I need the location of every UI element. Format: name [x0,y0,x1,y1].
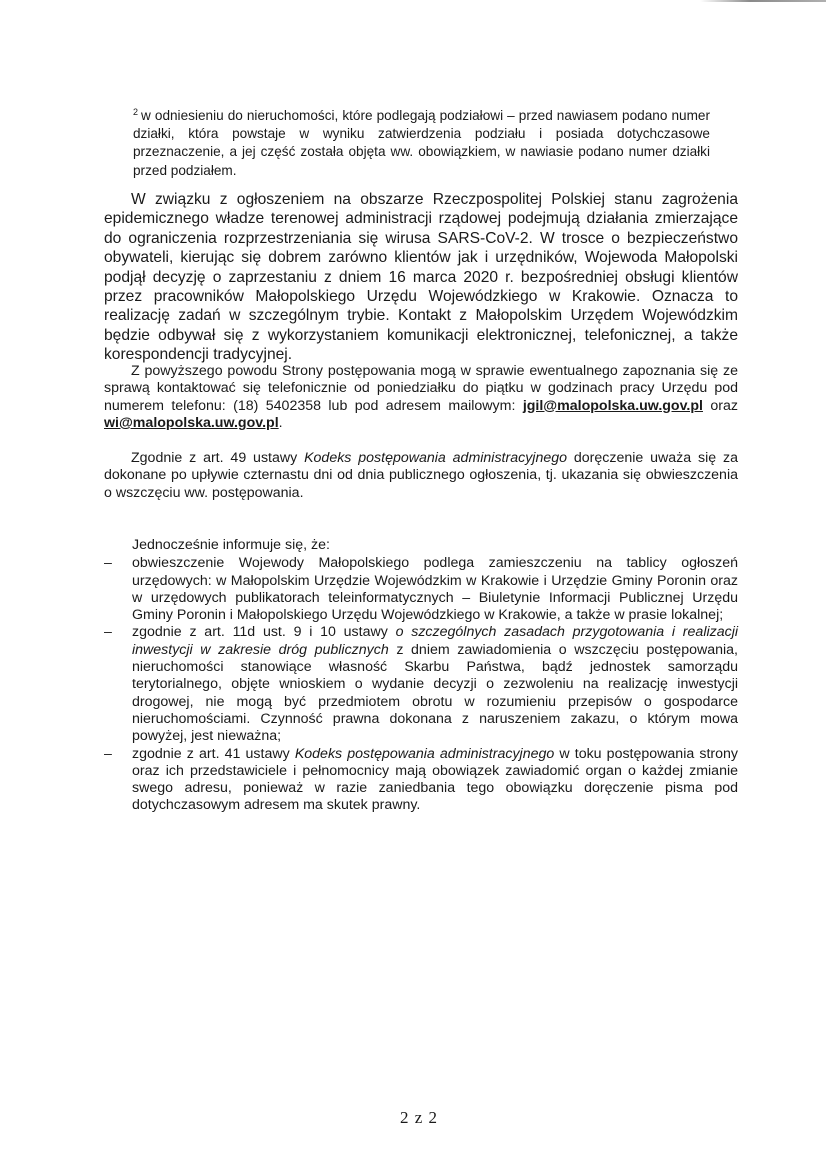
list-item-prefix: zgodnie z art. 11d ust. 9 i 10 ustawy [132,624,388,641]
dash-bullet: – [104,624,112,641]
art49-paragraph [104,450,738,502]
contact-paragraph [104,363,738,432]
conjunction: oraz [710,397,738,414]
footnote-marker: 2 [133,107,139,117]
dash-bullet: – [104,745,112,762]
contact-text: Z powyższego powodu Strony postępowania mogą w sprawie ewentualnego zapoznania się ze sprawą kontaktować się telefonicznie od poniedziałku do piątku w godzinach pracy Urzędu pod numerem telefonu: (18) 5402358 lub pod adresem mailowym: [104,363,738,414]
list-item [104,624,738,745]
list-item-suffix: w toku postępowania strony oraz ich przedstawiciele i pełnomocnicy mają obowiązek zawiadomić organ o każdej zmianie swego adresu, ponieważ w razie zaniedbania tego obowiązku doręczenie pisma pod dotychczasowym adresem ma skutek prawny. [132,745,738,814]
law-title: Kodeks postępowania administracyjnego [294,745,555,762]
covid-paragraph: W związku z ogłoszeniem na obszarze Rzeczpospolitej Polskiej stanu zagrożenia epidemicznego władze terenowej administracji rządowej podejmują działania zmierzające do ograniczenia rozprzestrzeniania się wirusa SARS-CoV-2. W trosce o bezpieczeństwo obywateli, kierując się dobrem zarówno klientów jak i urzędników, Wojewoda Małopolski podjął decyzję o zaprzestaniu z dniem 16 marca 2020 r. bezpośredniej obsługi klientów przez pracowników Małopolskiego Urzędu Wojewódzkiego w Krakowie. Oznacza to realizację zadań w szczególnym trybie. Kontakt z Małopolskim Urzędem Wojewódzkim będzie odbywał się z wykorzystaniem komunikacji elektronicznej, telefonicznej, a także korespondencji tradycyjnej. [104,191,738,364]
email-link-wi[interactable]: wi@malopolska.uw.gov.pl [104,414,279,431]
contact-end: . [278,414,283,431]
footnote [133,103,710,180]
info-list [104,537,738,815]
art49-law-title: Kodeks postępowania administracyjnego [304,450,568,466]
list-item-prefix: zgodnie z art. 41 ustawy [132,745,290,762]
dash-bullet: – [104,555,112,572]
email-link-jgil[interactable]: jgil@malopolska.uw.gov.pl [522,397,703,414]
art49-prefix: Zgodnie z art. 49 ustawy [131,450,298,466]
list-item-suffix: z dniem zawiadomienia o wszczęciu postępowania, nieruchomości stanowiące własność Skarbu Państwa, bądź jednostek samorządu terytorialnego, objęte wnioskiem o wydanie decyzji o zezwoleniu na realizację inwestycji drogowej, nie mogą być przedmiotem obrotu w rozumieniu przepisów o gospodarce nieruchomościami. Czynność prawna dokonana z naruszeniem zakazu, o którym mowa powyżej, jest nieważna; [132,641,738,745]
list-item [104,555,738,624]
list-item-text: obwieszczenie Wojewody Małopolskiego podlega zamieszczeniu na tablicy ogłoszeń urzędowych: w Małopolskim Urzędzie Wojewódzkim w Krakowie i Urzędzie Gminy Poronin oraz w urzędowych publikatorach teleinformatycznych – Biuletynie Informacji Publicznej Urzędu Gminy Poronin i Małopolskiego Urzędu Wojewódzkiego w Krakowie, a także w prasie lokalnej; [132,555,738,624]
art49-suffix: doręczenie uważa się za dokonane po upływie czternastu dni od dnia publicznego ogłoszenia, tj. ukazania się obwieszczenia o wszczęciu ww. postępowania. [104,450,738,501]
footnote-text: w odniesieniu do nieruchomości, które podlegają podziałowi – przed nawiasem podano numer działki, która powstaje w wyniku zatwierdzenia podziału i posiada dotychczasowe przeznaczenie, a jej część została objęta ww. obowiązkiem, w nawiasie podano numer działki przed podziałem. [133,108,710,178]
scan-edge-shadow [700,0,826,2]
list-intro: Jednocześnie informuje się, że: [132,537,330,553]
law-title: o szczególnych zasadach przygotowania i realizacji inwestycji w zakresie dróg publicznych [132,624,738,658]
list-item [104,746,738,815]
page-number: 2 z 2 [400,1108,439,1127]
